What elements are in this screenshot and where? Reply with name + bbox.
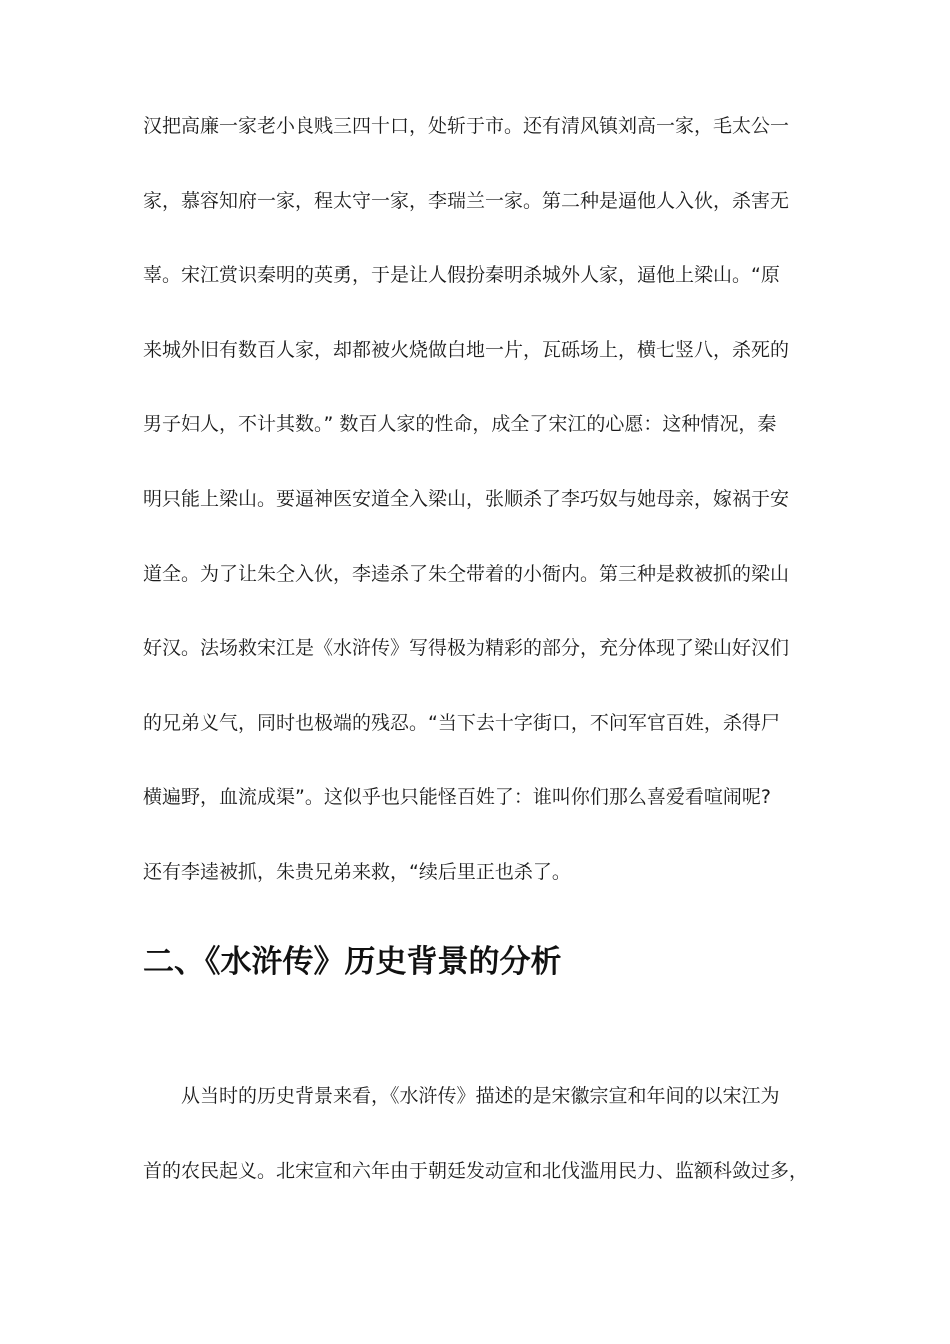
text-line: 来城外旧有数百人家，却都被火烧做白地一片，瓦砾场上，横七竖八，杀死的 [143,339,790,361]
text-line: 家，慕容知府一家，程太守一家，李瑞兰一家。第二种是逼他人入伙，杀害无 [143,190,790,212]
text-line: 的兄弟义气，同时也极端的残忍。“当下去十字街口，不问军官百姓，杀得尸 [143,712,780,734]
text-line: 明只能上梁山。要逼神医安道全入梁山，张顺杀了李巧奴与她母亲，嫁祸于安 [143,488,790,510]
text-line: 首的农民起义。北宋宣和六年由于朝廷发动宣和北伐滥用民力、监额科敛过多， [143,1160,809,1182]
text-line: 横遍野，血流成渠”。这似乎也只能怪百姓了：谁叫你们那么喜爱看喧闹呢? [143,786,771,808]
text-line: 还有李逵被抓，朱贵兄弟来救，“续后里正也杀了。 [143,861,571,883]
section-heading: 二、《水浒传》历史背景的分析 [143,944,562,980]
text-line: 好汉。法场救宋江是《水浒传》写得极为精彩的部分，充分体现了梁山好汉们 [143,637,790,659]
text-line: 汉把高廉一家老小良贱三四十口，处斩于市。还有清风镇刘高一家，毛太公一 [143,115,790,137]
text-line: 男子妇人，不计其数。” 数百人家的性命，成全了宋江的心愿：这种情况，秦 [143,413,777,435]
text-line: 辜。宋江赏识秦明的英勇，于是让人假扮秦明杀城外人家，逼他上梁山。“原 [143,264,780,286]
text-line: 从当时的历史背景来看，《水浒传》描述的是宋徽宗宣和年间的以宋江为 [181,1085,780,1107]
text-line: 道全。为了让朱仝入伙，李逵杀了朱仝带着的小衙内。第三种是救被抓的梁山 [143,563,790,585]
